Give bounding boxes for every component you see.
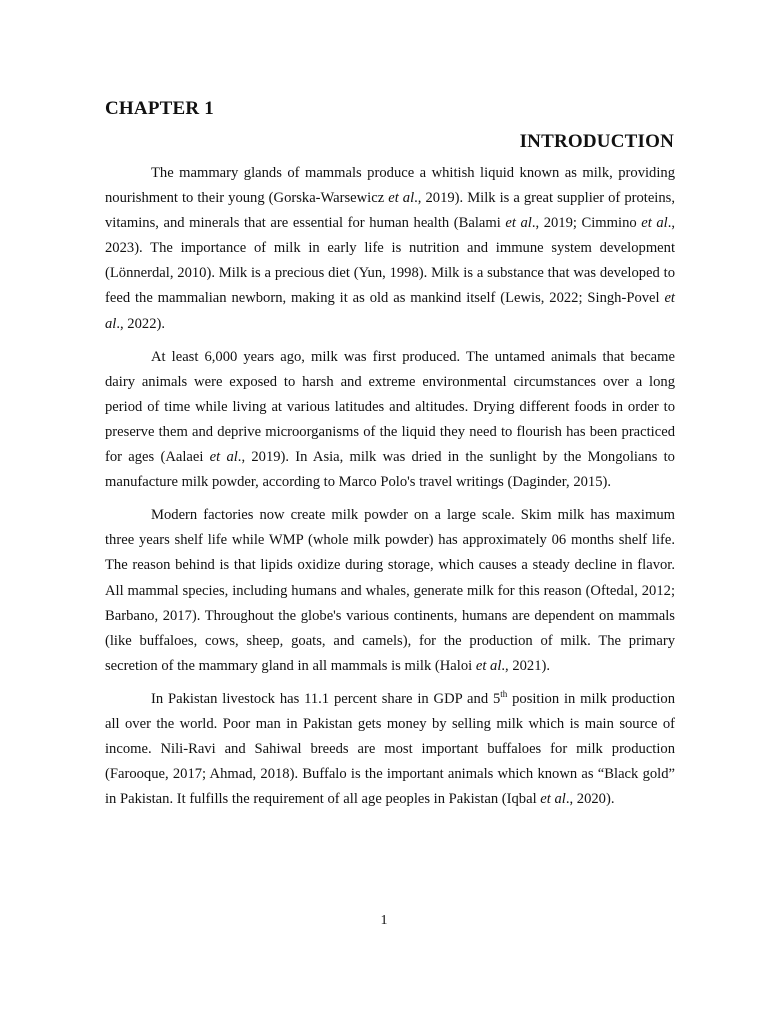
text-run: ., 2022). (116, 315, 166, 332)
text-run: ., 2021). (501, 657, 551, 674)
paragraph (105, 161, 675, 337)
text-run: The mammary glands of mammals produce a whitish liquid known as milk, providing nourishment to their young (Gorska-Warsewicz (105, 165, 675, 207)
paragraph (105, 503, 675, 679)
superscript-text: th (500, 689, 508, 700)
italic-text: et al (641, 215, 668, 232)
text-run: position in milk production all over the world. Poor man in Pakistan gets money by selling milk which is main source of income. Nili-Ravi and Sahiwal breeds are most important buffaloes for milk production (Farooque, 2017; Ahmad, 2018). Buffalo is the important animals which known as “Black gold” in Pakistan. It fulfills the requirement of all age peoples in Pakistan (Iqbal (105, 690, 675, 808)
italic-text: et al (388, 190, 415, 207)
body-text (105, 161, 675, 820)
italic-text: et al (105, 290, 675, 332)
text-run: At least 6,000 years ago, milk was first produced. The untamed animals that became dairy animals were exposed to harsh and extreme environmental circumstances over a long period of time while living at various latitudes and altitudes. Drying different foods in order to preserve them and deprive microorganisms of the liquid they need to flourish has been practiced for ages (Aalaei (105, 348, 675, 466)
italic-text: et al (540, 791, 566, 808)
text-run: ., 2019). Milk is a great supplier of proteins, vitamins, and minerals that are essential for human health (Balami (105, 190, 675, 232)
section-title: INTRODUCTION (519, 131, 674, 152)
text-run: Modern factories now create milk powder on a large scale. Skim milk has maximum three years shelf life while WMP (whole milk powder) has approximately 06 months shelf life. The reason behind is that lipids oxidize during storage, which causes a steady decline in flavor. All mammal species, including humans and whales, generate milk for this reason (Oftedal, 2012; Barbano, 2017). Throughout the globe's various continents, humans are dependent on mammals (like buffaloes, cows, sheep, goats, and camels), for the production of milk. The primary secretion of the mammary gland in all mammals is milk (Haloi (105, 507, 675, 674)
italic-text: et al (209, 449, 238, 466)
italic-text: et al (505, 215, 532, 232)
text-run: In Pakistan livestock has 11.1 percent share in GDP and 5 (151, 690, 501, 707)
page-number: 1 (380, 913, 388, 928)
text-run: ., 2023). The importance of milk in early life is nutrition and immune system development (Lönnerdal, 2010). Milk is a precious diet (Yun, 1998). Milk is a substance that was developed to feed the mammalian newborn, making it as old as mankind itself (Lewis, 2022; Singh-Povel (105, 215, 675, 307)
text-run: ., 2020). (565, 791, 615, 808)
text-run: ., 2019; Cimmino (531, 215, 642, 232)
chapter-label: CHAPTER 1 (105, 98, 214, 119)
italic-text: et al (475, 657, 502, 674)
paragraph (105, 687, 675, 812)
text-run: ., 2019). In Asia, milk was dried in the sunlight by the Mongolians to manufacture milk powder, according to Marco Polo's travel writings (Daginder, 2015). (105, 449, 675, 491)
paragraph (105, 345, 675, 496)
